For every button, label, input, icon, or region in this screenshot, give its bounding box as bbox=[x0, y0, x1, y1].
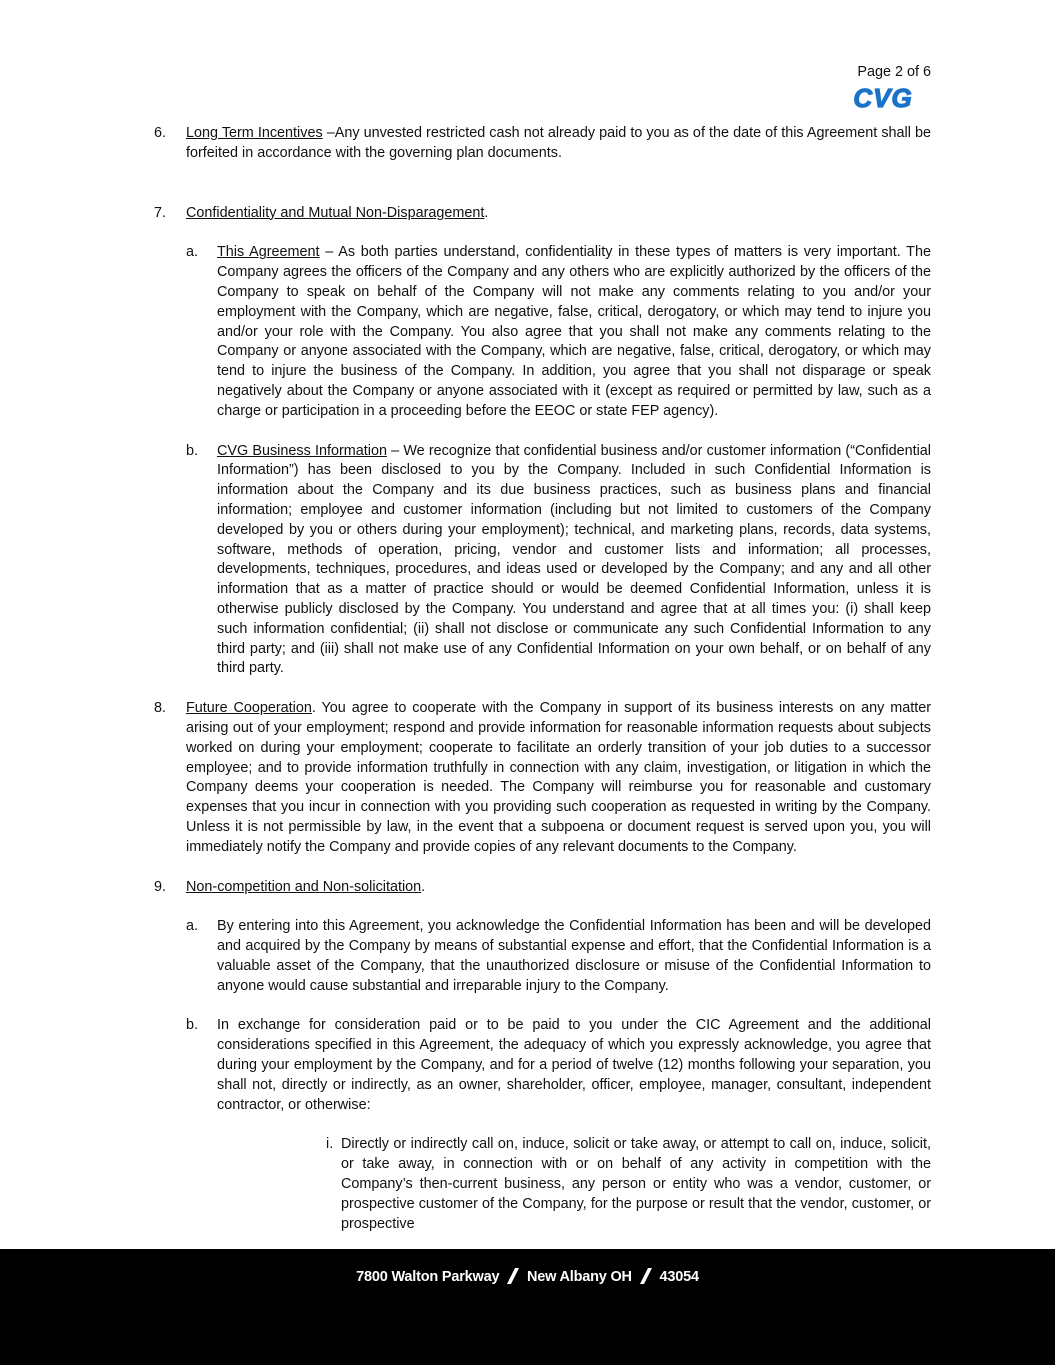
footer-city: New Albany OH bbox=[527, 1269, 632, 1285]
section-title: Non-competition and Non-solicitation bbox=[186, 878, 422, 895]
section-title: Long Term Incentives bbox=[186, 125, 323, 141]
subsection-title: CVG Business Information bbox=[217, 442, 387, 459]
subsection-letter: a. bbox=[186, 918, 199, 935]
subsection-text: By entering into this Agreement, you acknowledge the Confidential Information has been and will be developed and acquired by the Company by means of substantial expense and effort, that the Confidential Information is a valuable asset of the Company, that the unauthorized disclosure or misuse of the Confidential Information to anyone would cause substantial and irreparable injury to the Company. bbox=[217, 918, 931, 994]
subsection-text: In exchange for consideration paid or to be paid to you under the CIC Agreement and the additional considerations specified in this Agreement, the adequacy of which you expressly acknowledge, you agree that during your employment by the Company, and for a period of twelve (12) months following your separation, you shall not, directly or indirectly, as an owner, shareholder, officer, employee, manager, consultant, independent contractor, or otherwise: bbox=[217, 1017, 931, 1113]
section-text: –Any unvested restricted cash not already paid to you as of the date of this Agreement shall be forfeited in accordance with the governing plan documents. bbox=[186, 125, 931, 161]
footer-address bbox=[0, 1268, 1055, 1288]
section-6 bbox=[154, 124, 931, 164]
section-9b-i bbox=[154, 1135, 931, 1234]
clause-text: Directly or indirectly call on, induce, solicit or take away, or attempt to call on, induce, solicit, or take away, in connection with or on behalf of any activity in competition with the Company’s then-current business, any person or entity who was a vendor, customer, or prospective customer of the Company, for the purpose or result that the vendor, customer, or prospective bbox=[341, 1136, 931, 1232]
section-number: 8. bbox=[154, 700, 167, 717]
document-body bbox=[154, 124, 931, 1234]
section-number: 6. bbox=[154, 125, 167, 141]
section-number: 9. bbox=[154, 878, 167, 895]
section-9 bbox=[154, 878, 931, 898]
subsection-letter: b. bbox=[186, 442, 199, 459]
section-7a bbox=[154, 243, 931, 421]
roman-numeral: i. bbox=[326, 1136, 334, 1153]
slash-separator-icon bbox=[640, 1268, 652, 1284]
svg-text:CVG: CVG bbox=[853, 86, 913, 110]
footer-street: 7800 Walton Parkway bbox=[356, 1269, 500, 1285]
section-title: Confidentiality and Mutual Non-Disparagement bbox=[186, 204, 485, 221]
subsection-text: – As both parties understand, confidentiality in these types of matters is very important. The Company agrees the officers of the Company and any others who are explicitly authorized by the officers of the Company to speak on behalf of the Company will not make any comments relating to you and/or your employment with the Company, which are negative, false, critical, derogatory, or which may tend to injure you and/or your role with the Company. You also agree that you shall not make any comments relating to the Company or anyone associated with the Company, which are negative, false, critical, derogatory, or which may tend to injure the business of the Company. In addition, you agree that you shall not disparage or speak negatively about the Company or anyone associated with it (except as required or permitted by law, such as a charge or participation in a proceeding before the EEOC or state FEP agency). bbox=[217, 244, 931, 419]
section-9a bbox=[154, 917, 931, 996]
section-7b bbox=[154, 442, 931, 680]
subsection-text: – We recognize that confidential business and/or customer information (“Confidential Information”) has been disclosed to you by the Company. Included in such Confidential Information is information about the Company and its due business practices, such as business plans and financial information; employee and customer information (including but not limited to customers of the Company developed by you or others during your employment); technical, and marketing plans, records, data systems, software, methods of operation, pricing, vendor and customer lists and information; all processes, developments, techniques, procedures, and ideas used or developed by the Company; and any and all other information that as a matter of practice should or would be deemed Confidential Information, unless it is otherwise publicly disclosed by the Company. You understand and agree that at all times you: (i) shall keep such information confidential; (ii) shall not disclose or communicate any such Confidential Information to any third party; and (iii) shall not make use of any Confidential Information on your own behalf, or on behalf of any third party. bbox=[217, 442, 932, 677]
subsection-letter: b. bbox=[186, 1017, 199, 1034]
section-title: Future Cooperation bbox=[186, 700, 312, 717]
footer-zip: 43054 bbox=[659, 1269, 699, 1285]
section-title-suffix: . bbox=[484, 204, 489, 221]
section-number: 7. bbox=[154, 204, 167, 221]
section-7 bbox=[154, 204, 931, 224]
cvg-logo bbox=[838, 86, 928, 110]
page-number: Page 2 of 6 bbox=[857, 64, 931, 80]
slash-separator-icon bbox=[507, 1268, 519, 1284]
subsection-letter: a. bbox=[186, 244, 199, 261]
section-9b bbox=[154, 1016, 931, 1115]
subsection-title: This Agreement bbox=[217, 244, 320, 261]
section-text: . You agree to cooperate with the Company in support of its business interests on any matter arising out of your employment; respond and provide information for reasonable information requests about subjects worked on during your employment; cooperate to facilitate an orderly transition of your job duties to a successor employee; and to provide information truthfully in connection with any claim, investigation, or litigation in which the Company deems your cooperation is needed. The Company will reimburse you for reasonable and customary expenses that you incur in connection with you providing such cooperation as requested in writing by the Company. Unless it is not permissible by law, in the event that a subpoena or document request is served upon you, you will immediately notify the Company and provide copies of any relevant documents to the Company. bbox=[186, 700, 931, 855]
footer-bar bbox=[0, 1249, 1055, 1365]
section-title-suffix: . bbox=[421, 878, 426, 895]
section-8 bbox=[154, 699, 931, 857]
